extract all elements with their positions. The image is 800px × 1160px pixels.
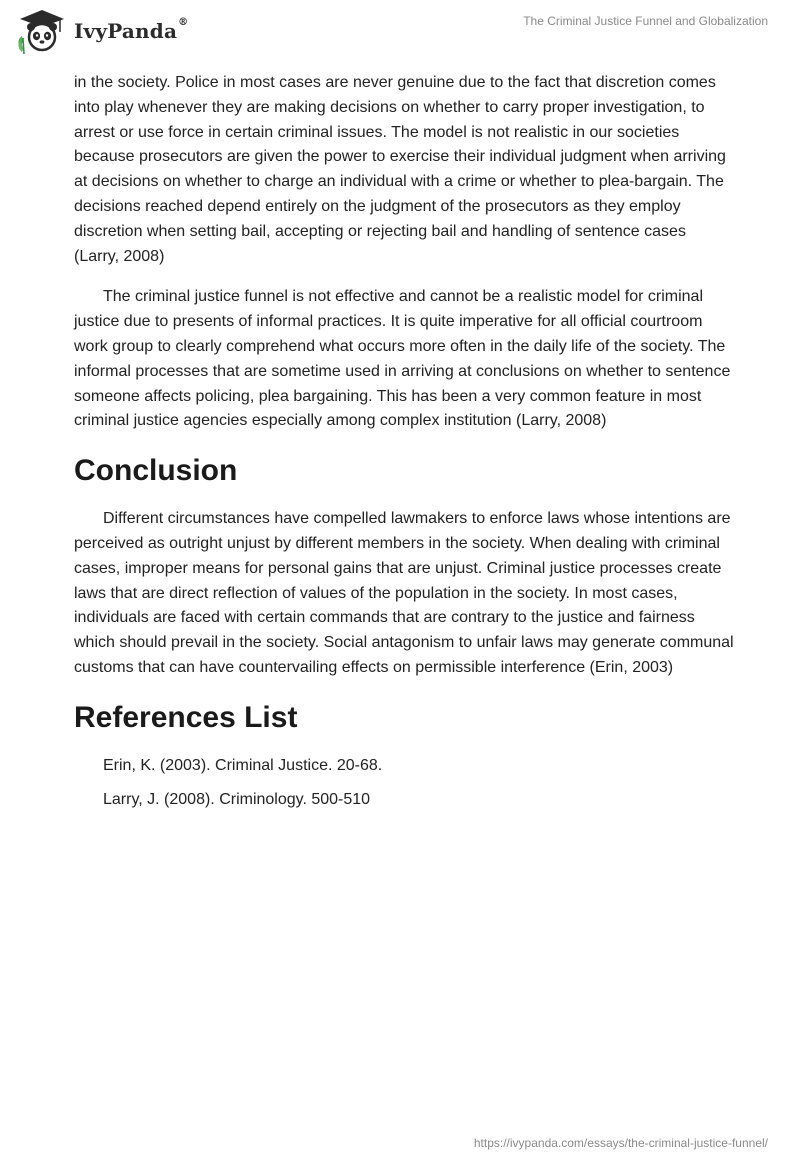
brand-name-text: IvyPanda [74, 19, 178, 43]
ivypanda-logo[interactable] [14, 8, 188, 54]
source-url-link[interactable]: https://ivypanda.com/essays/the-criminal-justice-funnel/ [473, 1136, 768, 1150]
body-paragraph: The criminal justice funnel is not effective and cannot be a realistic model for criminal justice due to presents of informal practices. It is quite imperative for all official courtroom work group to clearly comprehend what occurs more often in the daily life of the society. The informal processes that are sometime used in arriving at conclusions on whether to sentence someone affects policing, plea bargaining. This has been a very common feature in most criminal justice agencies especially among complex institution (Larry, 2008) [74, 288, 731, 430]
body-paragraph: in the society. Police in most cases are never genuine due to the fact that discretion comes into play whenever they are making decisions on whether to carry proper investigation, to arrest or use force in certain criminal issues. The model is not realistic in our societies because prosecutors are given the power to exercise their individual judgment when arriving at decisions on whether to charge an individual with a crime or whether to plea-bargain. The decisions reached depend entirely on the judgment of the prosecutors as they employ discretion when setting bail, accepting or rejecting bail and handling of sentence cases (Larry, 2008) [74, 74, 726, 265]
page-header [0, 0, 800, 60]
panda-logo-icon [14, 8, 70, 54]
references-heading: References List [74, 700, 298, 734]
reference-item: Larry, J. (2008). Criminology. 500-510 [103, 790, 371, 808]
registered-mark: ® [178, 17, 189, 28]
reference-item: Erin, K. (2003). Criminal Justice. 20-68. [103, 756, 383, 774]
document-title: The Criminal Justice Funnel and Globalization [523, 14, 768, 28]
conclusion-paragraph: Different circumstances have compelled lawmakers to enforce laws whose intentions are perceived as outright unjust by different members in the society. When dealing with criminal cases, improper means for personal gains that are unjust. Criminal justice processes create laws that are direct reflection of values of the population in the society. In most cases, individuals are faced with certain commands that are contrary to the justice and fairness which should prevail in the society. Social antagonism to unfair laws may generate communal customs that can have countervailing effects on permissible interference (Erin, 2003) [74, 510, 734, 676]
references-list [74, 754, 734, 812]
brand-name [74, 19, 188, 43]
essay-content [74, 71, 734, 812]
conclusion-heading: Conclusion [74, 454, 238, 488]
